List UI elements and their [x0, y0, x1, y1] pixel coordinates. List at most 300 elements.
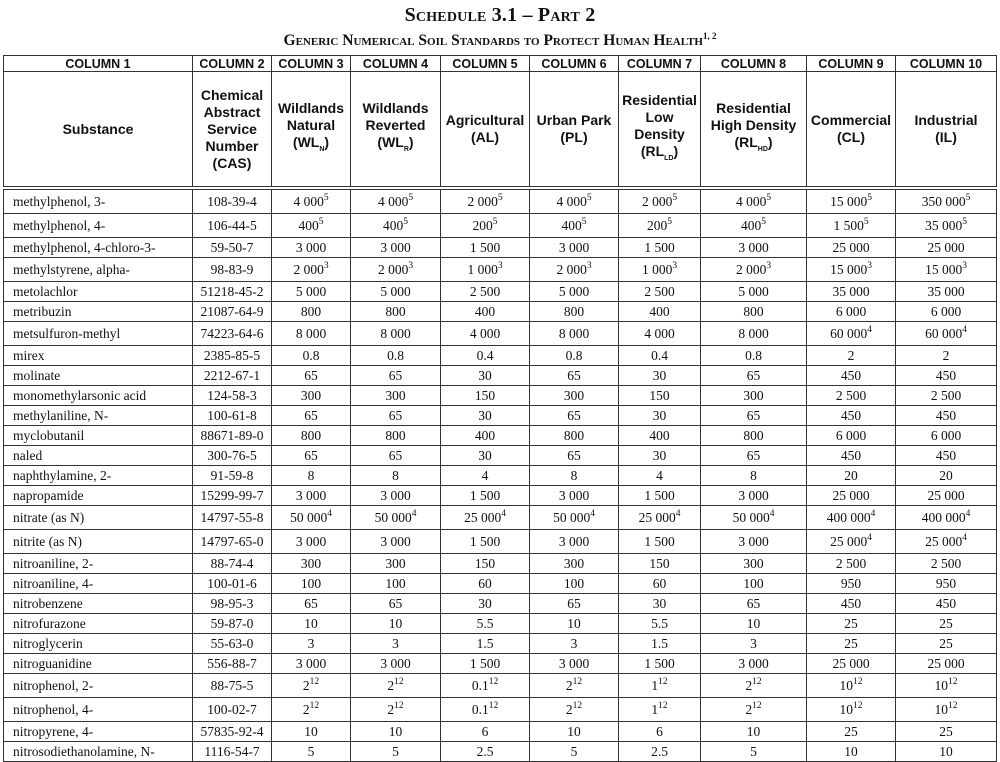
standard-value: 450	[840, 368, 862, 383]
substance-cell: methylphenol, 4-chloro-3-	[4, 238, 193, 258]
standard-value: 25 000	[832, 488, 870, 503]
standard-value: 65	[388, 368, 403, 383]
standard-value-cell	[351, 258, 441, 282]
standard-value-cell	[441, 322, 530, 346]
standard-value-cell	[530, 282, 619, 302]
standard-value: 100	[563, 576, 585, 591]
cas-number-cell: 106-44-5	[193, 214, 272, 238]
standard-value-cell	[351, 214, 441, 238]
standard-value-cell	[351, 188, 441, 214]
standard-value: 1 500	[469, 534, 501, 549]
column-name-line: Reverted	[365, 117, 426, 134]
standard-value-cell	[619, 594, 701, 614]
standard-value: 60 000	[925, 326, 963, 341]
standard-value: 3 000	[738, 240, 769, 255]
column-name-line: (CAS)	[212, 154, 252, 171]
standard-value-cell	[441, 530, 530, 554]
standard-value: 150	[474, 556, 496, 571]
standard-value: 25	[844, 724, 858, 739]
standard-value: 20	[844, 468, 858, 483]
standard-value-cell	[701, 614, 807, 634]
standard-value: 2	[565, 678, 573, 693]
substance-cell: metolachlor	[4, 282, 193, 302]
cas-number-cell: 98-95-3	[193, 594, 272, 614]
standard-value: 2.5	[651, 744, 668, 759]
cas-number-cell: 74223-64-6	[193, 322, 272, 346]
footnote-reference: 5	[667, 217, 672, 227]
standard-value: 1 500	[469, 656, 501, 671]
column-name-line: Wildlands	[278, 100, 344, 117]
standard-value: 60 000	[830, 326, 868, 341]
standard-value-cell	[807, 426, 896, 446]
standard-value-cell	[272, 322, 351, 346]
standard-value: 1 500	[644, 656, 675, 671]
standard-value-cell	[351, 614, 441, 634]
standard-value: 5	[570, 744, 578, 759]
standard-value-cell	[441, 698, 530, 722]
standard-value-cell	[701, 282, 807, 302]
standard-value: 3	[392, 636, 399, 651]
standard-value-cell	[896, 188, 997, 214]
table-row	[4, 282, 997, 302]
standard-value: 350 000	[921, 194, 966, 209]
standard-value-cell	[351, 466, 441, 486]
standard-value: 25	[844, 636, 858, 651]
standard-value: 6 000	[930, 428, 962, 443]
standard-value-cell	[272, 426, 351, 446]
standard-value: 65	[567, 408, 581, 423]
standard-value: 400	[741, 218, 762, 233]
column-abbreviation	[351, 134, 440, 158]
standard-value-cell	[896, 594, 997, 614]
standard-value-cell	[530, 346, 619, 366]
table-row	[4, 406, 997, 426]
standard-value-cell	[441, 486, 530, 506]
standard-value-cell	[530, 574, 619, 594]
standard-value: 8 000	[558, 326, 590, 341]
standard-value-cell	[896, 214, 997, 238]
column-name-6	[530, 72, 619, 189]
column-name-3	[272, 72, 351, 189]
footnote-reference: 12	[572, 677, 583, 687]
column-number-9: COLUMN 9	[807, 56, 896, 72]
standard-value: 300	[743, 388, 764, 403]
standard-value-cell	[896, 346, 997, 366]
standard-value-cell	[272, 282, 351, 302]
standard-value-cell	[807, 654, 896, 674]
standard-value-cell	[619, 406, 701, 426]
standard-value-cell	[530, 188, 619, 214]
standard-value: 4 000	[469, 326, 501, 341]
standard-value-cell	[896, 506, 997, 530]
substance-cell: nitrobenzene	[4, 594, 193, 614]
standard-value: 30	[478, 368, 492, 383]
standard-value-cell	[701, 698, 807, 722]
standard-value-cell	[701, 346, 807, 366]
footnote-reference: 4	[962, 325, 967, 335]
soil-standards-table	[3, 55, 997, 762]
substance-cell: monomethylarsonic acid	[4, 386, 193, 406]
standard-value: 6 000	[835, 428, 867, 443]
standard-value: 2	[942, 348, 950, 363]
column-number-10: COLUMN 10	[896, 56, 997, 72]
footnote-reference: 4	[965, 509, 971, 519]
standard-value: 2	[565, 702, 573, 717]
standard-value-cell	[530, 426, 619, 446]
standard-value: 2 000	[641, 194, 673, 209]
footnote-reference: 5	[318, 217, 324, 227]
standard-value-cell	[441, 188, 530, 214]
substance-cell: napropamide	[4, 486, 193, 506]
standard-value: 60	[478, 576, 492, 591]
standard-value: 3 000	[295, 656, 327, 671]
standard-value: 1 500	[644, 488, 675, 503]
standard-value-cell	[272, 238, 351, 258]
cas-number-cell: 51218-45-2	[193, 282, 272, 302]
footnote-reference: 4	[590, 509, 595, 519]
standard-value: 25 000	[927, 240, 965, 255]
footnote-reference: 3	[408, 261, 414, 271]
standard-value: 3 000	[738, 534, 769, 549]
column-name-line: Chemical	[200, 86, 264, 103]
standard-value-cell	[441, 506, 530, 530]
standard-value-cell	[619, 654, 701, 674]
standard-value-cell	[701, 554, 807, 574]
standard-value-cell	[272, 634, 351, 654]
column-name-line: Low	[645, 108, 674, 125]
standard-value-cell	[701, 486, 807, 506]
standard-value-cell	[807, 698, 896, 722]
standard-value-cell	[701, 446, 807, 466]
column-name-4	[351, 72, 441, 189]
footnote-reference: 4	[675, 509, 681, 519]
standard-value: 4	[656, 468, 663, 483]
standard-value: 4	[481, 468, 489, 483]
standard-value: 150	[649, 556, 670, 571]
standard-value: 65	[567, 368, 581, 383]
footnote-reference: 5	[492, 217, 498, 227]
footnote-reference: 12	[948, 701, 958, 711]
standard-value: 0.8	[565, 348, 583, 363]
substance-cell: naphthylamine, 2-	[4, 466, 193, 486]
standard-value-cell	[619, 634, 701, 654]
standard-value-cell	[807, 302, 896, 322]
standard-value-cell	[441, 654, 530, 674]
standard-value-cell	[619, 554, 701, 574]
cas-number-cell: 88671-89-0	[193, 426, 272, 446]
standard-value-cell	[441, 282, 530, 302]
standard-value-cell	[351, 654, 441, 674]
standard-value-cell	[272, 214, 351, 238]
standard-value: 300	[385, 556, 406, 571]
standard-value-cell	[441, 574, 530, 594]
standard-value: 1 000	[467, 262, 498, 277]
standard-value: 30	[478, 596, 492, 611]
footnote-reference: 4	[411, 509, 417, 519]
column-name-5	[441, 72, 530, 189]
standard-value: 35 000	[925, 218, 963, 233]
cas-number-cell: 57835-92-4	[193, 722, 272, 742]
substance-cell: nitropyrene, 4-	[4, 722, 193, 742]
abbr-subscript: R	[403, 145, 409, 153]
standard-value: 65	[746, 368, 761, 383]
substance-cell: nitroaniline, 4-	[4, 574, 193, 594]
column-name-10	[896, 72, 997, 189]
standard-value-cell	[807, 406, 896, 426]
column-number-2: COLUMN 2	[193, 56, 272, 72]
standard-value: 2 500	[930, 388, 962, 403]
standard-value-cell	[619, 238, 701, 258]
footnote-reference: 3	[323, 261, 329, 271]
standard-value: 800	[563, 428, 585, 443]
standard-value: 4 000	[735, 194, 767, 209]
standard-value: 10	[746, 616, 761, 631]
footnote-reference: 5	[863, 217, 869, 227]
standard-value: 10	[304, 724, 318, 739]
standard-value: 3 000	[295, 534, 327, 549]
footnote-reference: 3	[672, 261, 678, 271]
footnote-reference: 5	[497, 193, 503, 203]
substance-cell: nitroaniline, 2-	[4, 554, 193, 574]
table-row	[4, 346, 997, 366]
standard-value-cell	[351, 722, 441, 742]
standard-value: 10	[304, 616, 318, 631]
standard-value-cell	[272, 466, 351, 486]
column-abbreviation	[701, 134, 806, 158]
standard-value-cell	[807, 530, 896, 554]
abbr-subscript: HD	[757, 145, 768, 153]
abbr-subscript: N	[319, 145, 325, 153]
column-name-9	[807, 72, 896, 189]
column-name-line: Density	[634, 125, 685, 142]
standard-value-cell	[530, 530, 619, 554]
standard-value-cell	[530, 386, 619, 406]
footnote-reference: 12	[752, 701, 762, 711]
column-name-2	[193, 72, 272, 189]
standard-value: 5.5	[476, 616, 494, 631]
footnote-reference: 12	[309, 701, 320, 711]
table-row	[4, 614, 997, 634]
standard-value: 2 500	[835, 388, 867, 403]
standard-value: 2	[847, 348, 855, 363]
abbr-close: )	[767, 134, 773, 151]
standard-value-cell	[619, 530, 701, 554]
standard-value: 450	[840, 448, 862, 463]
cas-number-cell: 14797-65-0	[193, 530, 272, 554]
standard-value: 3	[307, 636, 315, 651]
standard-value-cell	[272, 698, 351, 722]
substance-cell: methylphenol, 3-	[4, 188, 193, 214]
standard-value-cell	[896, 654, 997, 674]
footnote-reference: 4	[962, 533, 967, 543]
footnote-reference: 12	[394, 701, 404, 711]
standard-value: 30	[478, 408, 492, 423]
standard-value: 400	[383, 218, 404, 233]
standard-value: 2 500	[930, 556, 962, 571]
table-row	[4, 698, 997, 722]
standard-value: 65	[388, 596, 403, 611]
standard-value-cell	[896, 386, 997, 406]
standard-value: 400	[649, 428, 670, 443]
substance-cell: nitroglycerin	[4, 634, 193, 654]
column-number-5: COLUMN 5	[441, 56, 530, 72]
standard-value: 3	[570, 636, 578, 651]
standard-value: 3 000	[558, 534, 590, 549]
table-row	[4, 486, 997, 506]
standard-value-cell	[441, 634, 530, 654]
column-name-line: (PL)	[560, 129, 588, 145]
standard-value-cell	[351, 302, 441, 322]
standard-value-cell	[530, 238, 619, 258]
standard-value-cell	[530, 258, 619, 282]
standard-value-cell	[807, 322, 896, 346]
standard-value: 2	[387, 702, 395, 717]
standard-value: 2.5	[476, 744, 494, 759]
standard-value: 25 000	[464, 510, 502, 525]
table-row	[4, 466, 997, 486]
substance-cell: naled	[4, 446, 193, 466]
standard-value-cell	[701, 654, 807, 674]
standard-value: 3 000	[558, 656, 590, 671]
standard-value-cell	[441, 346, 530, 366]
column-name-line: (AL)	[471, 129, 499, 145]
footnote-reference: 4	[501, 509, 506, 519]
standard-value-cell	[896, 302, 997, 322]
standard-value-cell	[619, 426, 701, 446]
standard-value-cell	[701, 594, 807, 614]
standard-value-cell	[896, 722, 997, 742]
standard-value-cell	[351, 506, 441, 530]
footnote-reference: 3	[497, 261, 503, 271]
footnote-reference: 12	[948, 677, 958, 687]
column-name-line: Service	[207, 120, 257, 137]
standard-value-cell	[619, 698, 701, 722]
cas-number-cell: 98-83-9	[193, 258, 272, 282]
footnote-reference: 5	[962, 217, 967, 227]
standard-value-cell	[896, 238, 997, 258]
standard-value-cell	[351, 486, 441, 506]
standard-value-cell	[807, 258, 896, 282]
column-number-row	[4, 56, 997, 72]
column-number-4: COLUMN 4	[351, 56, 441, 72]
table-row	[4, 674, 997, 698]
table-row	[4, 426, 997, 446]
standard-value: 3 000	[380, 240, 411, 255]
cas-number-cell: 88-75-5	[193, 674, 272, 698]
standard-value: 1	[651, 678, 659, 693]
column-number-6: COLUMN 6	[530, 56, 619, 72]
standard-value-cell	[530, 466, 619, 486]
standard-value: 30	[652, 368, 667, 383]
footnote-reference: 12	[488, 677, 499, 687]
cas-number-cell: 100-61-8	[193, 406, 272, 426]
standard-value-cell	[701, 506, 807, 530]
standard-value: 10	[746, 724, 761, 739]
standard-value-cell	[619, 446, 701, 466]
standard-value-cell	[807, 238, 896, 258]
standard-value-cell	[619, 574, 701, 594]
standard-value: 2	[745, 702, 753, 717]
footnote-reference: 12	[658, 677, 668, 687]
standard-value-cell	[530, 554, 619, 574]
standard-value: 2	[302, 702, 310, 717]
standard-value-cell	[619, 722, 701, 742]
standard-value-cell	[896, 322, 997, 346]
table-row	[4, 258, 997, 282]
abbr-text: (WL	[292, 134, 320, 151]
column-name-line: Residential	[716, 100, 791, 117]
cas-number-cell: 14797-55-8	[193, 506, 272, 530]
standard-value: 800	[563, 304, 585, 319]
standard-value: 50 000	[290, 510, 328, 525]
standard-value: 8 000	[380, 326, 411, 341]
standard-value-cell	[441, 594, 530, 614]
standard-value: 950	[840, 576, 862, 591]
abbr-text: (WL	[377, 134, 404, 151]
standard-value-cell	[351, 322, 441, 346]
standard-value-cell	[619, 674, 701, 698]
table-row	[4, 654, 997, 674]
standard-value: 25	[844, 616, 858, 631]
cas-number-cell: 55-63-0	[193, 634, 272, 654]
footnote-reference: 12	[309, 677, 320, 687]
footnote-reference: 12	[394, 677, 404, 687]
standard-value: 1 500	[469, 240, 501, 255]
standard-value-cell	[701, 466, 807, 486]
cas-number-cell: 2212-67-1	[193, 366, 272, 386]
standard-value: 200	[647, 218, 668, 233]
standard-value: 30	[652, 448, 667, 463]
column-name-line: Abstract	[203, 103, 261, 120]
footnote-reference: 5	[761, 217, 766, 227]
column-number-3: COLUMN 3	[272, 56, 351, 72]
standard-value-cell	[530, 506, 619, 530]
table-row	[4, 722, 997, 742]
standard-value-cell	[272, 446, 351, 466]
standard-value: 2 000	[293, 262, 324, 277]
standard-value: 8	[570, 468, 578, 483]
standard-value: 30	[652, 408, 667, 423]
standard-value: 25 000	[925, 534, 963, 549]
standard-value: 8	[307, 468, 315, 483]
cas-number-cell: 556-88-7	[193, 654, 272, 674]
standard-value-cell	[351, 594, 441, 614]
standard-value: 5	[307, 744, 315, 759]
standard-value-cell	[441, 258, 530, 282]
standard-value: 2 000	[735, 262, 767, 277]
standard-value-cell	[272, 594, 351, 614]
standard-value: 800	[743, 428, 764, 443]
footnote-reference: 5	[586, 193, 592, 203]
column-name-1	[4, 72, 193, 189]
cas-number-cell: 124-58-3	[193, 386, 272, 406]
column-name-8	[701, 72, 807, 189]
standard-value: 3 000	[738, 656, 769, 671]
abbr-close: )	[408, 134, 414, 151]
substance-cell: metribuzin	[4, 302, 193, 322]
standard-value-cell	[272, 674, 351, 698]
footnote-reference: 5	[766, 193, 772, 203]
standard-value: 8	[392, 468, 399, 483]
standard-value: 2 000	[377, 262, 409, 277]
column-abbreviation	[272, 134, 350, 158]
standard-value: 0.1	[471, 702, 489, 717]
footnote-reference: 3	[962, 261, 967, 271]
standard-value-cell	[351, 554, 441, 574]
substance-cell: nitrofurazone	[4, 614, 193, 634]
standard-value: 300	[743, 556, 764, 571]
standard-value-cell	[807, 188, 896, 214]
